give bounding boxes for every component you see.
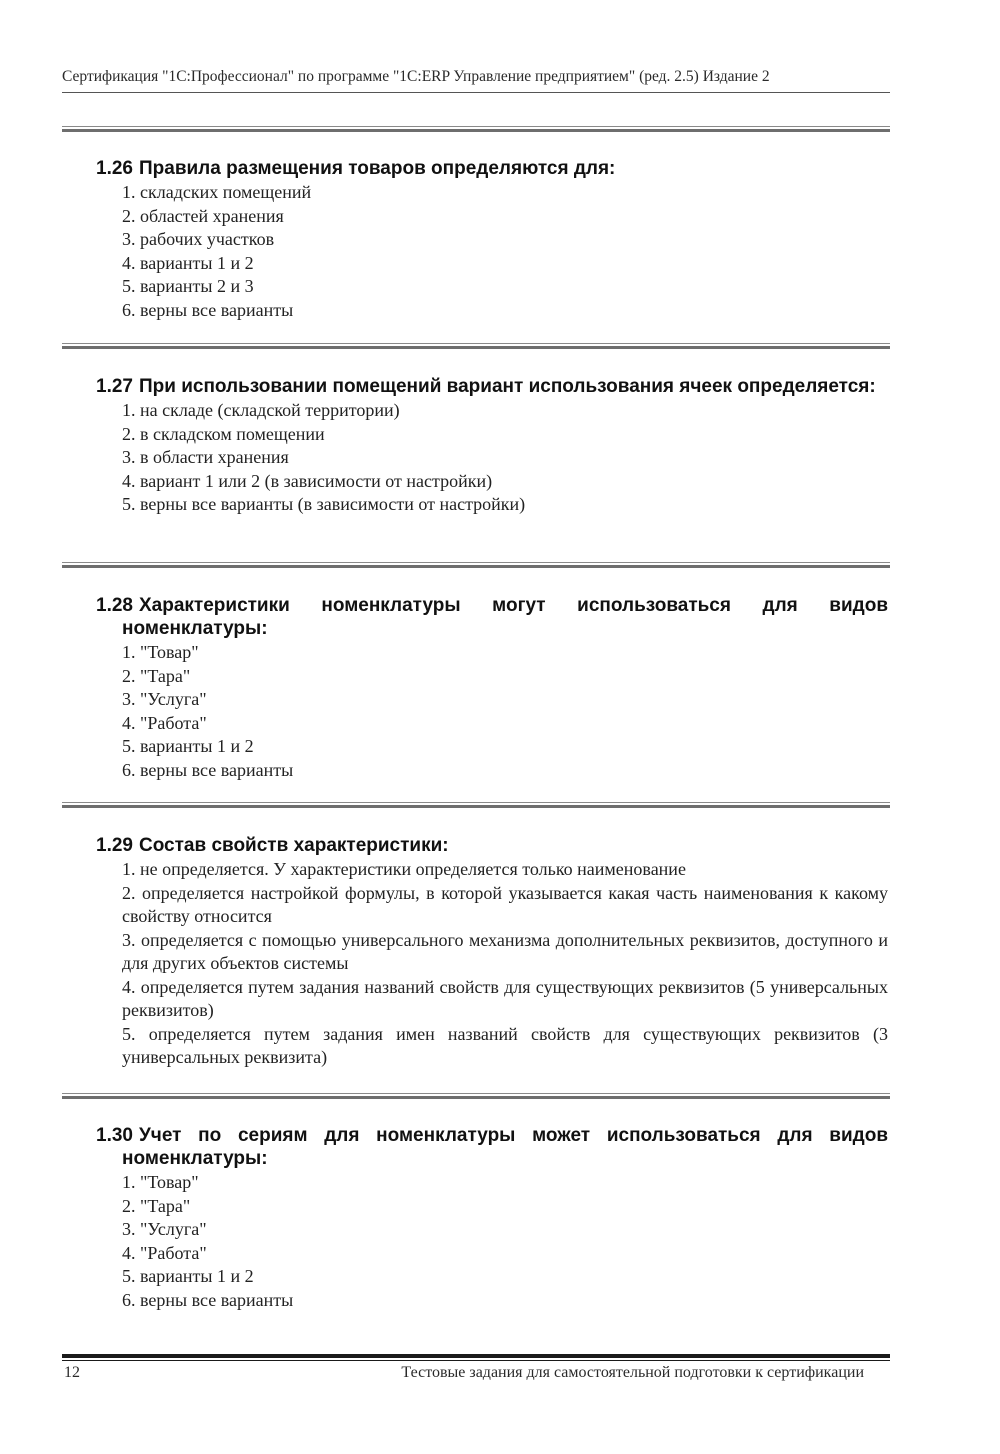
question-number: 1.28 <box>96 595 133 616</box>
answer-option: 6. верны все варианты <box>122 1289 294 1310</box>
section-separator <box>62 802 890 808</box>
question-text: Правила размещения товаров определяются для: <box>138 158 616 179</box>
answer-option: 2. областей хранения <box>122 205 284 226</box>
question-text: Состав свойств характеристики: <box>138 835 449 856</box>
section-separator <box>62 562 890 568</box>
question-title <box>96 594 888 640</box>
answer-option: 3. рабочих участков <box>122 229 275 249</box>
answer-option: 3. "Услуга" <box>122 689 207 709</box>
question-1-30 <box>96 1124 888 1312</box>
answer-options <box>96 641 888 782</box>
answer-option: 4. "Работа" <box>122 1242 207 1263</box>
section-separator <box>62 1093 890 1099</box>
answer-option: 1. "Товар" <box>122 1172 199 1192</box>
answer-option: 4. варианты 1 и 2 <box>122 252 254 273</box>
answer-option: 6. верны все варианты <box>122 759 294 780</box>
answer-option: 5. варианты 2 и 3 <box>122 276 254 296</box>
question-1-29 <box>96 834 888 1070</box>
answer-option: 2. определяется настройкой формулы, в которой указывается какая часть наименования к какому свойству относится <box>122 883 888 926</box>
question-title <box>96 375 888 398</box>
answer-options <box>96 181 888 322</box>
question-number: 1.27 <box>96 376 133 397</box>
answer-option: 2. в складском помещении <box>122 423 325 444</box>
footer-title: Тестовые задания для самостоятельной подготовки к сертификации <box>401 1364 864 1381</box>
answer-option: 1. "Товар" <box>122 642 199 662</box>
question-text: Характеристики номенклатуры могут использоваться для видов номенклатуры: <box>122 595 888 639</box>
running-header: Сертификация "1С:Профессионал" по программе "1С:ERP Управление предприятием" (ред. 2.5) Издание 2 <box>62 68 890 93</box>
question-text: Учет по сериям для номенклатуры может использоваться для видов номенклатуры: <box>122 1125 888 1169</box>
answer-option: 6. верны все варианты <box>122 299 294 320</box>
question-1-28 <box>96 594 888 782</box>
answer-option: 3. в области хранения <box>122 447 289 467</box>
answer-option: 2. "Тара" <box>122 1195 191 1216</box>
answer-option: 3. определяется с помощью универсального механизма дополнительных реквизитов, доступного и для других объектов системы <box>122 930 888 973</box>
answer-options <box>96 858 888 1069</box>
section-separator <box>62 126 890 132</box>
answer-option: 5. варианты 1 и 2 <box>122 736 254 756</box>
answer-option: 4. "Работа" <box>122 712 207 733</box>
answer-option: 1. на складе (складской территории) <box>122 400 400 420</box>
question-number: 1.30 <box>96 1125 133 1146</box>
answer-option: 3. "Услуга" <box>122 1219 207 1239</box>
answer-option: 5. определяется путем задания имен названий свойств для существующих реквизитов (3 универсальных реквизита) <box>122 1024 888 1067</box>
question-1-27 <box>96 375 888 517</box>
question-title <box>96 1124 888 1170</box>
answer-option: 4. определяется путем задания названий свойств для существующих реквизитов (5 универсальных реквизитов) <box>122 977 888 1020</box>
answer-option: 1. складских помещений <box>122 182 312 202</box>
question-1-26 <box>96 157 888 322</box>
question-title <box>96 834 888 857</box>
answer-option: 4. вариант 1 или 2 (в зависимости от настройки) <box>122 470 493 491</box>
answer-option: 5. варианты 1 и 2 <box>122 1266 254 1286</box>
answer-option: 2. "Тара" <box>122 665 191 686</box>
answer-options <box>96 1171 888 1312</box>
answer-options <box>96 399 888 517</box>
footer-rule <box>62 1354 890 1361</box>
question-title <box>96 157 888 180</box>
question-text: При использовании помещений вариант использования ячеек определяется: <box>138 376 876 397</box>
answer-option: 5. верны все варианты (в зависимости от настройки) <box>122 494 526 514</box>
answer-option: 1. не определяется. У характеристики определяется только наименование <box>122 859 686 879</box>
page-number: 12 <box>64 1364 80 1381</box>
question-number: 1.26 <box>96 158 133 179</box>
section-separator <box>62 343 890 349</box>
question-number: 1.29 <box>96 835 133 856</box>
